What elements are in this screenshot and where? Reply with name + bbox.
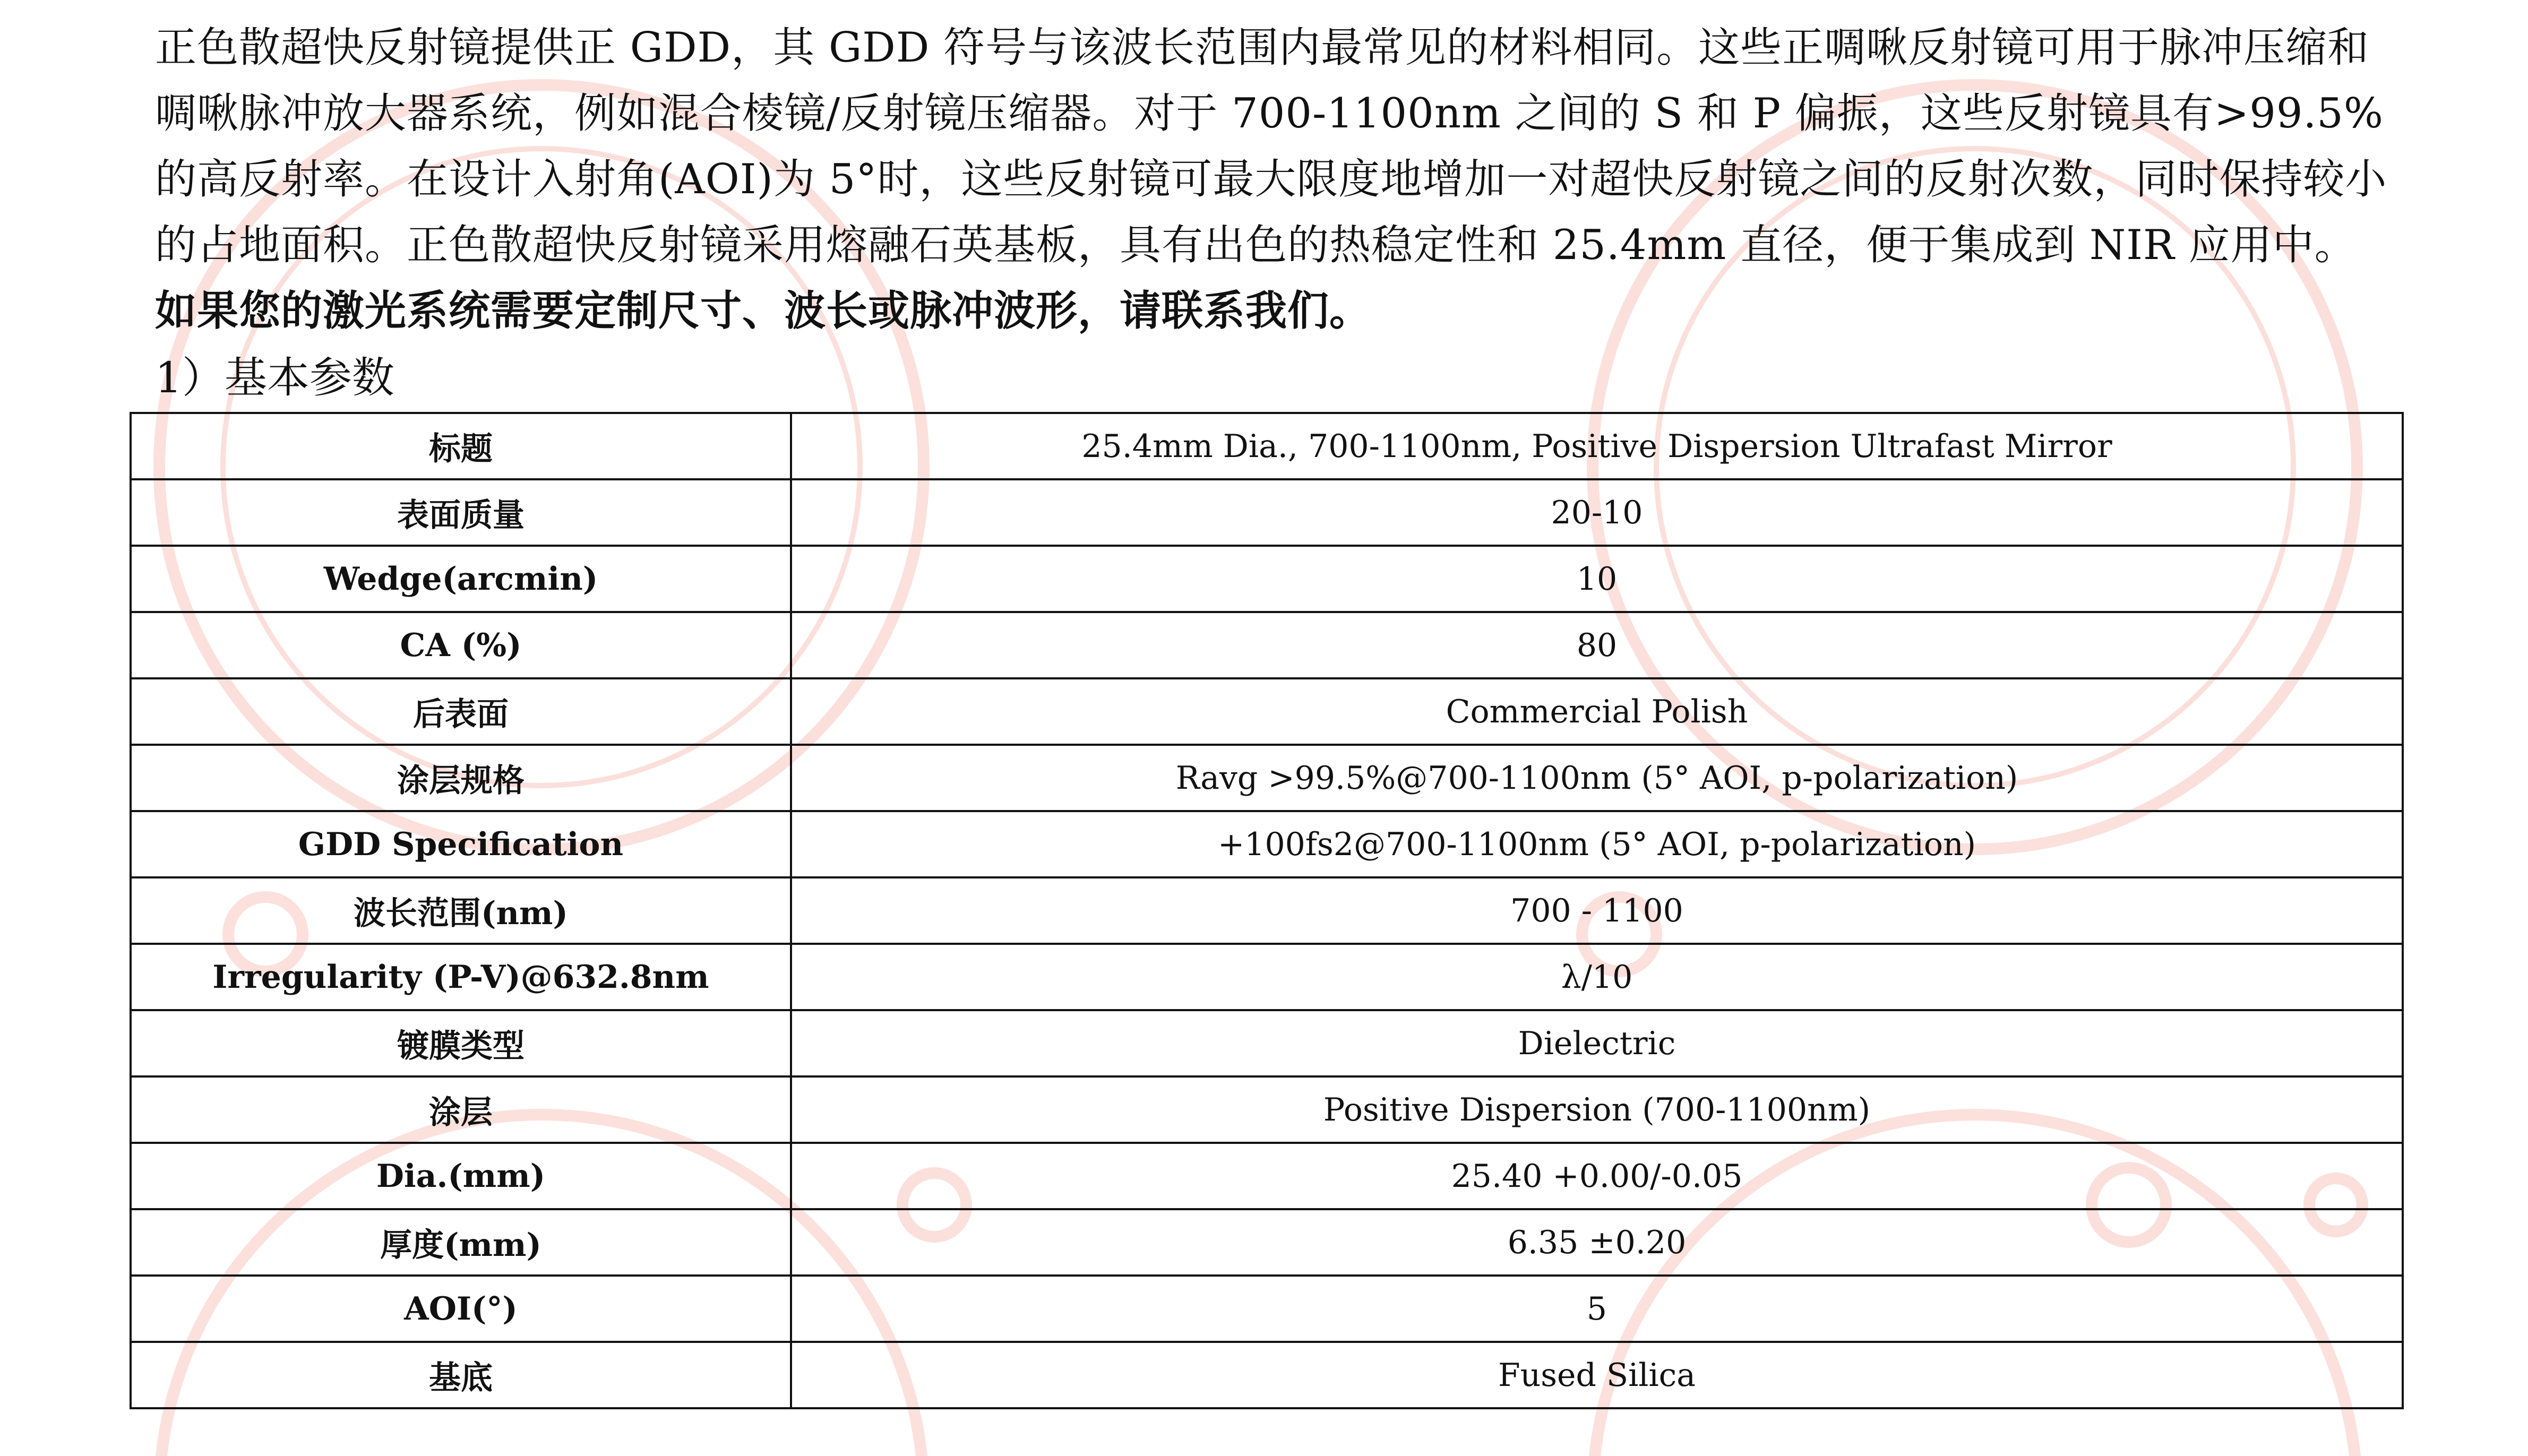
row-value: 25.4mm Dia., 700-1100nm, Positive Dispersion Ultrafast Mirror <box>791 413 2403 479</box>
row-value: 80 <box>791 612 2403 678</box>
intro-text: 正色散超快反射镜提供正 GDD，其 GDD 符号与该波长范围内最常见的材料相同。这些正啁啾反射镜可用于脉冲压缩和啁啾脉冲放大器系统，例如混合棱镜/反射镜压缩器。对于 700-1100nm 之间的 S 和 P 偏振，这些反射镜具有>99.5%的高反射率。在设计入射角(AOI)为 5°时，这些反射镜可最大限度地增加一对超快反射镜之间的反射次数，同时保持较小的占地面积。正色散超快反射镜采用熔融石英基板，具有出色的热稳定性和 25.4mm 直径，便于集成到 NIR 应用中。 <box>155 24 2387 269</box>
table-row <box>131 811 2403 877</box>
row-value: 25.40 +0.00/-0.05 <box>791 1143 2403 1209</box>
table-row <box>131 678 2403 745</box>
row-value: Dielectric <box>791 1010 2403 1076</box>
row-label: 涂层 <box>131 1076 791 1143</box>
row-label: Wedge(arcmin) <box>131 546 791 612</box>
table-row <box>131 1276 2403 1342</box>
row-value: λ/10 <box>791 944 2403 1010</box>
table-row <box>131 877 2403 944</box>
row-value: 20-10 <box>791 479 2403 546</box>
row-label: 基底 <box>131 1342 791 1408</box>
spec-table <box>130 412 2404 1409</box>
row-value: Commercial Polish <box>791 678 2403 745</box>
table-row <box>131 1342 2403 1408</box>
table-row <box>131 1143 2403 1209</box>
row-value: 6.35 ±0.20 <box>791 1209 2403 1276</box>
row-label: 标题 <box>131 413 791 479</box>
row-value: Ravg >99.5%@700-1100nm (5° AOI, p-polarization) <box>791 745 2403 811</box>
row-value: Positive Dispersion (700-1100nm) <box>791 1076 2403 1143</box>
table-row <box>131 413 2403 479</box>
row-label: Irregularity (P-V)@632.8nm <box>131 944 791 1010</box>
row-label: 后表面 <box>131 678 791 745</box>
table-row <box>131 1010 2403 1076</box>
row-value: 700 - 1100 <box>791 877 2403 944</box>
intro-contact-note: 如果您的激光系统需要定制尺寸、波长或脉冲波形，请联系我们。 <box>155 287 1372 335</box>
row-label: 镀膜类型 <box>131 1010 791 1076</box>
row-value: 5 <box>791 1276 2403 1342</box>
table-row <box>131 745 2403 811</box>
table-row <box>131 612 2403 678</box>
row-value: +100fs2@700-1100nm (5° AOI, p-polarization) <box>791 811 2403 877</box>
row-label: 波长范围(nm) <box>131 877 791 944</box>
table-row <box>131 1209 2403 1276</box>
section-heading: 1）基本参数 <box>155 353 394 402</box>
row-label: 涂层规格 <box>131 745 791 811</box>
table-row <box>131 479 2403 546</box>
row-label: Dia.(mm) <box>131 1143 791 1209</box>
row-label: 厚度(mm) <box>131 1209 791 1276</box>
row-value: 10 <box>791 546 2403 612</box>
table-row <box>131 1076 2403 1143</box>
row-label: CA (%) <box>131 612 791 678</box>
table-row <box>131 944 2403 1010</box>
row-label: 表面质量 <box>131 479 791 546</box>
table-row <box>131 546 2403 612</box>
row-label: AOI(°) <box>131 1276 791 1342</box>
row-label: GDD Specification <box>131 811 791 877</box>
row-value: Fused Silica <box>791 1342 2403 1408</box>
intro-paragraph <box>155 15 2395 344</box>
